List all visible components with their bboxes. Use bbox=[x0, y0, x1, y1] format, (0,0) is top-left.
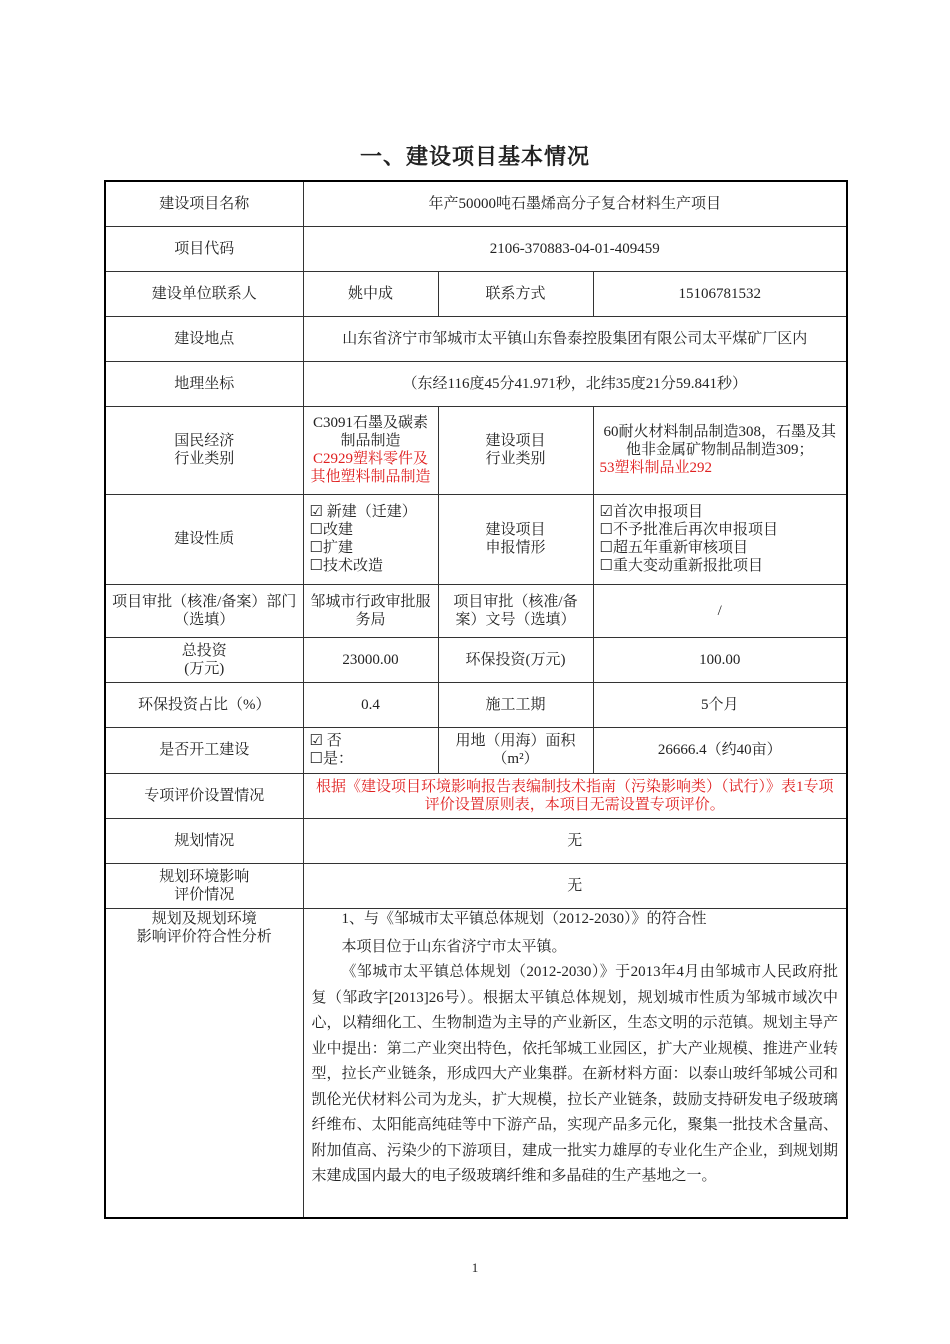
page-number: 1 bbox=[471, 1260, 479, 1275]
checkbox-expand[interactable]: ☐扩建 bbox=[309, 540, 353, 556]
proj-industry-1: 60耐火材料制品制造308，石墨及其他非金属矿物制品制造309； bbox=[603, 424, 837, 458]
label: 建设地点 bbox=[105, 316, 303, 361]
label: 建设项目 行业类别 bbox=[438, 406, 593, 494]
label: 规划情况 bbox=[105, 818, 303, 863]
value: 15106781532 bbox=[593, 271, 847, 316]
industry-code-1: C3091石墨及碳素制品制造 bbox=[312, 415, 428, 449]
value: 2106-370883-04-01-409459 bbox=[303, 226, 847, 271]
label: 联系方式 bbox=[438, 271, 593, 316]
label: 建设项目名称 bbox=[105, 181, 303, 226]
value: 100.00 bbox=[593, 637, 847, 682]
label: 国民经济 行业类别 bbox=[105, 406, 303, 494]
checkbox-new[interactable]: ☑ 新建（迁建） bbox=[309, 504, 417, 520]
value: 山东省济宁市邹城市太平镇山东鲁泰控股集团有限公司太平煤矿厂区内 bbox=[303, 316, 847, 361]
label: 是否开工建设 bbox=[105, 727, 303, 773]
label: 环保投资占比（%） bbox=[105, 682, 303, 727]
label: 环保投资(万元) bbox=[438, 637, 593, 682]
value: 0.4 bbox=[303, 682, 438, 727]
paragraph: 《邹城市太平镇总体规划（2012-2030）》于2013年4月由邹城市人民政府批复（邹政字[2013]26号）。根据太平镇总体规划，规划城市性质为邹城市域次中心，以精细化工、生物制造为主导的产业新区，生态文明的示范镇。规划主导产业中提出：第二产业突出特色，依托邹城工业园区，扩大产业规模、推进产业转型，拉长产业链条，形成四大产业集群。在新材料方面：以泰山玻纤邹城公司和凯伦光伏材料公司为龙头，扩大规模，拉长产业链条，鼓励支持研发电子级玻璃纤维布、太阳能高纯硅等中下游产品，实现产品多元化，聚集一批技术含量高、附加值高、污染少的下游项目，建成一批实力雄厚的专业化生产企业，到规划期末建成国内最大的电子级玻璃纤维和多晶硅的生产基地之一。 bbox=[311, 964, 839, 1184]
industry-code-2: C2929塑料零件及其他塑料制品制造 bbox=[310, 451, 431, 485]
nature-options bbox=[303, 494, 438, 584]
value: 姚中成 bbox=[303, 271, 438, 316]
value: 根据《建设项目环境影响报告表编制技术指南（污染影响类）（试行）》表1专项评价设置原则表，本项目无需设置专项评价。 bbox=[303, 773, 847, 818]
value bbox=[593, 406, 847, 494]
checkbox-resubmit[interactable]: ☐不予批准后再次申报项目 bbox=[599, 522, 778, 538]
paragraph: 本项目位于山东省济宁市太平镇。 bbox=[341, 938, 567, 955]
checkbox-five-year[interactable]: ☐超五年重新审核项目 bbox=[599, 540, 748, 556]
label: 项目审批（核准/备案）部门（选填） bbox=[105, 584, 303, 637]
value: / bbox=[593, 584, 847, 637]
label: 项目代码 bbox=[105, 226, 303, 271]
paragraph: 1、与《邹城市太平镇总体规划（2012-2030）》的符合性 bbox=[341, 910, 707, 927]
value bbox=[303, 406, 438, 494]
section-title: 一、建设项目基本情况 bbox=[359, 145, 590, 170]
label: 规划环境影响 评价情况 bbox=[105, 863, 303, 908]
label: 用地（用海）面积（m²） bbox=[438, 727, 593, 773]
checkbox-no[interactable]: ☑ 否 bbox=[309, 733, 342, 749]
label: 专项评价设置情况 bbox=[105, 773, 303, 818]
analysis-text bbox=[303, 908, 847, 1218]
checkbox-rebuild[interactable]: ☐改建 bbox=[309, 522, 353, 538]
value: （东经116度45分41.971秒，北纬35度21分59.841秒） bbox=[303, 361, 847, 406]
label: 规划及规划环境 影响评价符合性分析 bbox=[105, 908, 303, 1218]
label: 地理坐标 bbox=[105, 361, 303, 406]
started-options bbox=[303, 727, 438, 773]
checkbox-yes[interactable]: ☐是： bbox=[309, 751, 353, 767]
label: 建设单位联系人 bbox=[105, 271, 303, 316]
label: 总投资 (万元) bbox=[105, 637, 303, 682]
value: 26666.4（约40亩） bbox=[593, 727, 847, 773]
proj-industry-2: 53塑料制品业292 bbox=[599, 460, 713, 476]
checkbox-major-change[interactable]: ☐重大变动重新报批项目 bbox=[599, 558, 763, 574]
label: 施工工期 bbox=[438, 682, 593, 727]
value: 23000.00 bbox=[303, 637, 438, 682]
value: 年产50000吨石墨烯高分子复合材料生产项目 bbox=[303, 181, 847, 226]
value: 5个月 bbox=[593, 682, 847, 727]
value: 无 bbox=[303, 818, 847, 863]
value: 无 bbox=[303, 863, 847, 908]
checkbox-first[interactable]: ☑首次申报项目 bbox=[599, 504, 703, 520]
label: 建设性质 bbox=[105, 494, 303, 584]
label: 建设项目 申报情形 bbox=[438, 494, 593, 584]
project-info-table bbox=[104, 180, 848, 1219]
value: 邹城市行政审批服务局 bbox=[303, 584, 438, 637]
checkbox-tech[interactable]: ☐技术改造 bbox=[309, 558, 383, 574]
report-options bbox=[593, 494, 847, 584]
label: 项目审批（核准/备案）文号（选填） bbox=[438, 584, 593, 637]
